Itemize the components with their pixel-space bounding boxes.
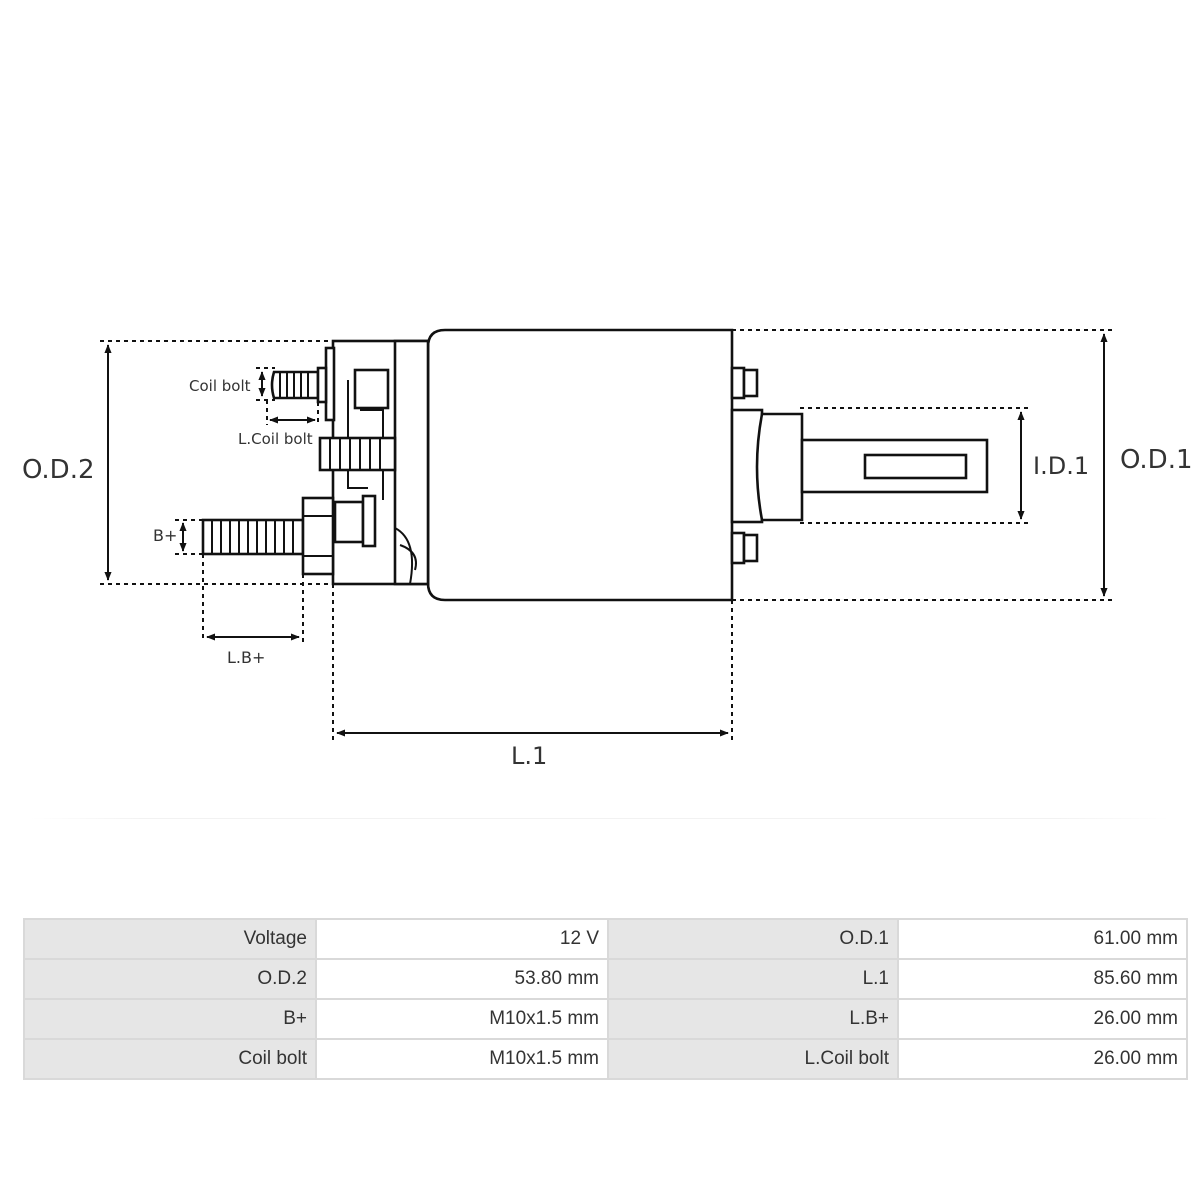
spec-label-b-plus: B+ xyxy=(24,999,316,1039)
spec-value-lb-plus: 26.00 mm xyxy=(898,999,1187,1039)
table-row xyxy=(24,1039,1187,1079)
mount-stud-top xyxy=(732,368,757,398)
id1-label: I.D.1 xyxy=(1033,452,1090,480)
spec-value-coil-bolt: M10x1.5 mm xyxy=(316,1039,608,1079)
solenoid-body xyxy=(428,330,732,600)
lb-plus-label: L.B+ xyxy=(227,648,266,667)
coil-bolt xyxy=(272,368,326,402)
spec-value-od2: 53.80 mm xyxy=(316,959,608,999)
table-row xyxy=(24,959,1187,999)
spec-label-od2: O.D.2 xyxy=(24,959,316,999)
coil-bolt-label: Coil bolt xyxy=(189,377,251,395)
l1-label: L.1 xyxy=(511,742,548,770)
spec-value-voltage: 12 V xyxy=(316,919,608,959)
spec-label-lb-plus: L.B+ xyxy=(608,999,898,1039)
spec-label-od1: O.D.1 xyxy=(608,919,898,959)
spec-label-coil-bolt: Coil bolt xyxy=(24,1039,316,1079)
od2-label: O.D.2 xyxy=(22,455,95,485)
spec-value-l-coil-bolt: 26.00 mm xyxy=(898,1039,1187,1079)
spec-label-voltage: Voltage xyxy=(24,919,316,959)
table-row xyxy=(24,919,1187,959)
center-stud xyxy=(320,438,395,470)
plunger xyxy=(732,410,987,522)
spec-label-l-coil-bolt: L.Coil bolt xyxy=(608,1039,898,1079)
table-row xyxy=(24,999,1187,1039)
spec-label-l1: L.1 xyxy=(608,959,898,999)
section-divider xyxy=(30,818,1170,819)
spec-value-l1: 85.60 mm xyxy=(898,959,1187,999)
l-coil-bolt-label: L.Coil bolt xyxy=(238,430,313,448)
mount-stud-bottom xyxy=(732,533,757,563)
spec-value-od1: 61.00 mm xyxy=(898,919,1187,959)
b-plus-label: B+ xyxy=(153,526,178,545)
spec-table xyxy=(23,918,1188,1080)
spec-value-b-plus: M10x1.5 mm xyxy=(316,999,608,1039)
od1-label: O.D.1 xyxy=(1120,445,1193,475)
